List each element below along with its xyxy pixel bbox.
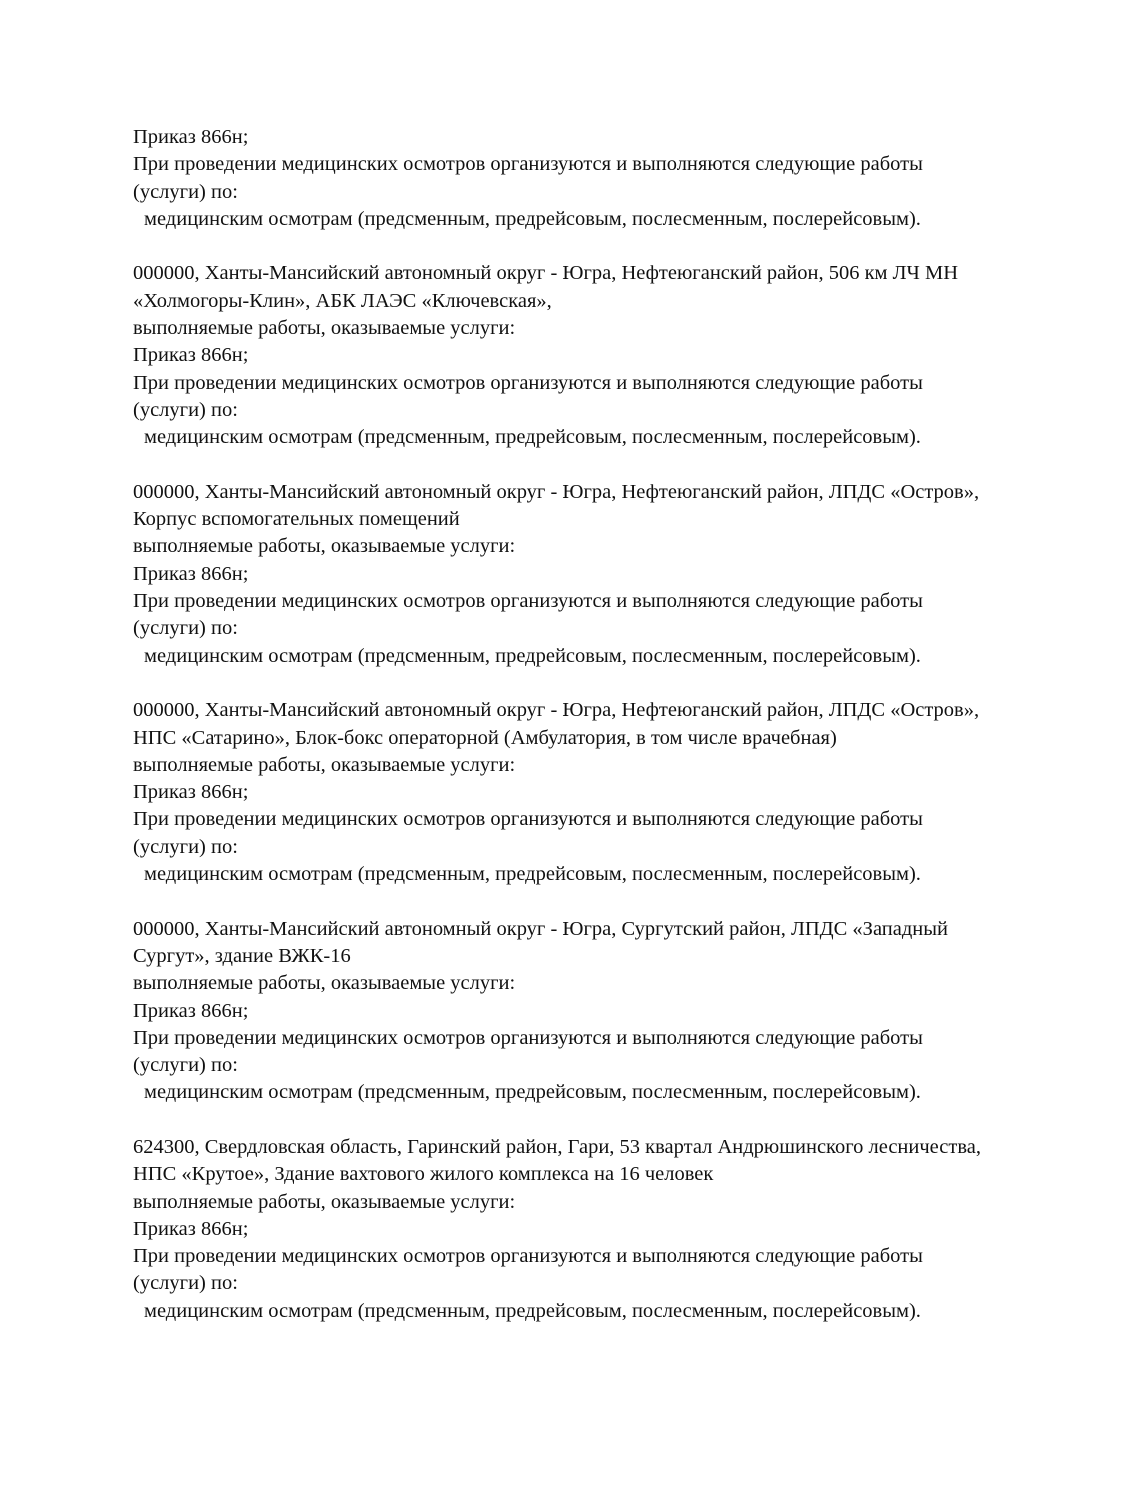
works-label: выполняемые работы, оказываемые услуги: [133,535,516,558]
address-line-continued: «Холмогоры-Клин», АБК ЛАЭС «Ключевская», [133,289,552,312]
address-line: 000000, Ханты-Мансийский автономный округ - Югра, Сургутский район, ЛПДС «Западный [133,917,948,940]
works-label: выполняемые работы, оказываемые услуги: [133,317,516,340]
record-block-3 [133,479,1093,670]
service-item: медицинским осмотрам (предсменным, предрейсовым, послесменным, послерейсовым). [144,1081,921,1104]
order-reference: Приказ 866н; [133,344,249,367]
address-line-continued: НПС «Крутое», Здание вахтового жилого комплекса на 16 человек [133,1163,714,1186]
services-intro: При проведении медицинских осмотров организуются и выполняются следующие работы [133,590,923,613]
service-item: медицинским осмотрам (предсменным, предрейсовым, послесменным, послерейсовым). [144,863,921,886]
record-block-5 [133,916,1093,1107]
address-line-continued: Сургут», здание ВЖК-16 [133,944,351,967]
services-intro-continued: (услуги) по: [133,1054,238,1077]
works-label: выполняемые работы, оказываемые услуги: [133,753,516,776]
service-item: медицинским осмотрам (предсменным, предрейсовым, послесменным, послерейсовым). [144,207,921,230]
order-reference: Приказ 866н; [133,1217,249,1240]
services-intro-continued: (услуги) по: [133,180,238,203]
works-label: выполняемые работы, оказываемые услуги: [133,1190,516,1213]
service-item: медицинским осмотрам (предсменным, предрейсовым, послесменным, послерейсовым). [144,1299,921,1322]
address-line-continued: Корпус вспомогательных помещений [133,508,460,531]
service-item: медицинским осмотрам (предсменным, предрейсовым, послесменным, послерейсовым). [144,426,921,449]
address-line: 000000, Ханты-Мансийский автономный округ - Югра, Нефтеюганский район, ЛПДС «Остров», [133,480,980,503]
address-line: 000000, Ханты-Мансийский автономный округ - Югра, Нефтеюганский район, ЛПДС «Остров», [133,699,980,722]
services-intro: При проведении медицинских осмотров организуются и выполняются следующие работы [133,153,923,176]
address-line-continued: НПС «Сатарино», Блок-бокс операторной (Амбулатория, в том числе врачебная) [133,726,837,749]
record-block-1 [133,124,1093,233]
services-intro: При проведении медицинских осмотров организуются и выполняются следующие работы [133,808,923,831]
record-block-4 [133,697,1093,888]
order-reference: Приказ 866н; [133,781,249,804]
record-block-2 [133,260,1093,451]
works-label: выполняемые работы, оказываемые услуги: [133,972,516,995]
order-reference: Приказ 866н; [133,126,249,148]
services-intro-continued: (услуги) по: [133,617,238,640]
service-item: медицинским осмотрам (предсменным, предрейсовым, послесменным, послерейсовым). [144,644,921,667]
services-intro-continued: (услуги) по: [133,1272,238,1295]
order-reference: Приказ 866н; [133,562,249,585]
address-line: 624300, Свердловская область, Гаринский район, Гари, 53 квартал Андрюшинского лесничества, [133,1135,981,1158]
order-reference: Приказ 866н; [133,999,249,1022]
services-intro-continued: (услуги) по: [133,398,238,421]
services-intro-continued: (услуги) по: [133,835,238,858]
services-intro: При проведении медицинских осмотров организуются и выполняются следующие работы [133,1245,923,1268]
document-page [133,124,1093,1352]
address-line: 000000, Ханты-Мансийский автономный округ - Югра, Нефтеюганский район, 506 км ЛЧ МН [133,262,959,285]
services-intro: При проведении медицинских осмотров организуются и выполняются следующие работы [133,1026,923,1049]
services-intro: При проведении медицинских осмотров организуются и выполняются следующие работы [133,371,923,394]
record-block-6 [133,1134,1093,1325]
